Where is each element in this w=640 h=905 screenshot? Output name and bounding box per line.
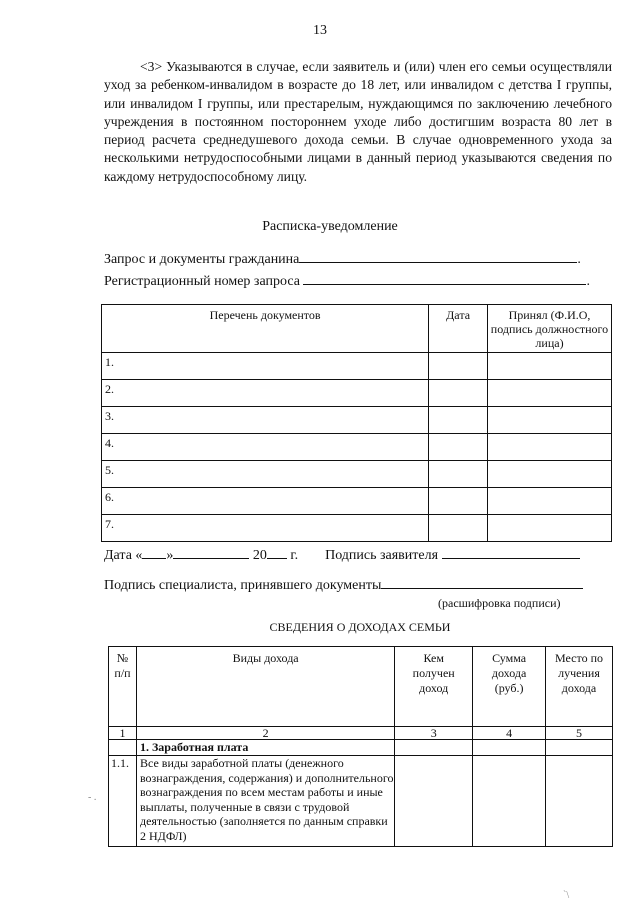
- income-table: [108, 646, 613, 847]
- income-sum-cell[interactable]: [473, 756, 546, 847]
- section-empty-cell: [109, 740, 137, 756]
- column-number: 3: [395, 727, 473, 740]
- signature-caption: (расшифровка подписи): [438, 596, 561, 610]
- specialist-signature-line: [104, 576, 583, 594]
- section-empty-cell: [546, 740, 613, 756]
- date-cell[interactable]: [429, 353, 488, 380]
- column-numbers-row: [109, 727, 613, 740]
- section-empty-cell: [473, 740, 546, 756]
- row-number: 2.: [102, 380, 429, 407]
- applicant-signature-line[interactable]: [442, 546, 580, 559]
- header-income-place: Место получения дохода: [546, 647, 613, 727]
- header-document-list: Перечень документов: [102, 305, 429, 353]
- accepted-cell[interactable]: [488, 461, 612, 488]
- year-prefix: 20: [252, 548, 267, 563]
- request-label: Запрос и документы гражданина: [104, 252, 300, 267]
- income-description: Все виды заработной платы (денежного вознаграждения, содержания) и дополнительного вознаграждения по всем местам работы и иные выплаты, полученные в связи с трудовой деятельностью (заполняется по данным справки 2 НДФЛ): [136, 756, 394, 847]
- date-cell[interactable]: [429, 380, 488, 407]
- accepted-cell[interactable]: [488, 353, 612, 380]
- date-cell[interactable]: [429, 488, 488, 515]
- specialist-signature-label: Подпись специалиста, принявшего документы: [104, 578, 382, 593]
- documents-table-header: [102, 305, 612, 353]
- section-empty-cell: [395, 740, 473, 756]
- year-fill-line[interactable]: [267, 546, 287, 559]
- scan-speck: - .: [88, 792, 97, 803]
- date-cell[interactable]: [429, 434, 488, 461]
- request-fill-line[interactable]: [299, 250, 577, 263]
- reg-number-label: Регистрационный номер запроса: [104, 274, 300, 289]
- accepted-cell[interactable]: [488, 407, 612, 434]
- date-signature-line: [104, 546, 580, 564]
- table-row: [102, 515, 612, 542]
- header-income-type: Виды дохода: [136, 647, 394, 727]
- section-row: [109, 740, 613, 756]
- page-number: 13: [313, 23, 327, 38]
- received-by-cell[interactable]: [395, 756, 473, 847]
- scan-speck: `\: [563, 890, 570, 901]
- table-row: [102, 488, 612, 515]
- table-row: [102, 434, 612, 461]
- table-row: [102, 380, 612, 407]
- date-cell[interactable]: [429, 407, 488, 434]
- accepted-cell[interactable]: [488, 380, 612, 407]
- applicant-signature-label: Подпись заявителя: [325, 548, 439, 563]
- date-cell[interactable]: [429, 461, 488, 488]
- footnote-text: <3> Указываются в случае, если заявитель и (или) член его семьи осуществляли уход за ребенком-инвалидом в возрасте до 18 лет, или инвалидом с детства I группы, или инвалидом I группы, или престарелым, нуждающимся по заключению лечебного учреждения в постоянном постороннем уходе либо достигшим возраста 80 лет в период расчета среднедушевого дохода семьи. В случае одновременного ухода за несколькими нетрудоспособными лицами в данный период указываются сведения по каждому нетрудоспособному лицу.: [104, 59, 612, 184]
- column-number: 2: [136, 727, 394, 740]
- income-place-cell[interactable]: [546, 756, 613, 847]
- table-row: [102, 353, 612, 380]
- row-number: 4.: [102, 434, 429, 461]
- date-label: Дата «: [104, 548, 143, 563]
- specialist-signature-fill-line[interactable]: [381, 576, 583, 589]
- row-number: 3.: [102, 407, 429, 434]
- reg-number-line: Регистрационный номер запроса .: [104, 274, 590, 289]
- column-number: 5: [546, 727, 613, 740]
- date-mid-label: »: [166, 548, 174, 563]
- year-suffix: г.: [290, 548, 299, 563]
- table-row: [102, 407, 612, 434]
- month-fill-line[interactable]: [173, 546, 249, 559]
- income-table-header: [109, 647, 613, 727]
- day-fill-line[interactable]: [142, 546, 166, 559]
- accepted-cell[interactable]: [488, 488, 612, 515]
- request-line: Запрос и документы гражданина .: [104, 252, 581, 267]
- section-label: 1. Заработная плата: [136, 740, 394, 756]
- row-number: 1.: [102, 353, 429, 380]
- accepted-cell[interactable]: [488, 515, 612, 542]
- receipt-title: Расписка-уведомление: [262, 219, 398, 234]
- row-number: 1.1.: [109, 756, 137, 847]
- table-row: [102, 461, 612, 488]
- row-number: 6.: [102, 488, 429, 515]
- row-number: 5.: [102, 461, 429, 488]
- header-received-by: Кем получен доход: [395, 647, 473, 727]
- table-row: [109, 756, 613, 847]
- income-title: СВЕДЕНИЯ О ДОХОДАХ СЕМЬИ: [269, 620, 451, 634]
- column-number: 4: [473, 727, 546, 740]
- header-accepted-by: Принял (Ф.И.О, подпись должностного лица): [488, 305, 612, 353]
- header-row-number: № п/п: [109, 647, 137, 727]
- date-cell[interactable]: [429, 515, 488, 542]
- reg-number-fill-line[interactable]: [303, 272, 586, 285]
- header-income-sum: Сумма дохода (руб.): [473, 647, 546, 727]
- accepted-cell[interactable]: [488, 434, 612, 461]
- header-date: Дата: [429, 305, 488, 353]
- column-number: 1: [109, 727, 137, 740]
- documents-table: [101, 304, 612, 542]
- row-number: 7.: [102, 515, 429, 542]
